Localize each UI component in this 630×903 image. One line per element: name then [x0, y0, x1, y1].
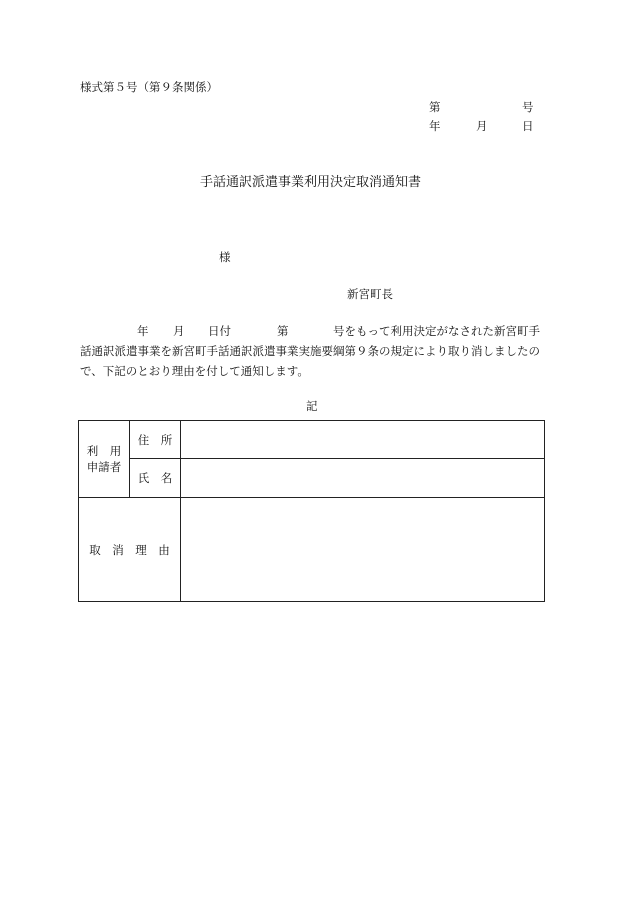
- address-label: 住 所: [137, 432, 173, 447]
- body-no-prefix: 第: [277, 324, 289, 338]
- body-line2: 話通訳派遣事業を新宮町手話通訳派遣事業実施要綱第９条の規定により取り消しましたの: [80, 344, 540, 358]
- date-month: 月: [476, 119, 488, 133]
- applicant-label-line2: 申請者: [86, 460, 122, 474]
- reason-label: 取 消 理 由: [89, 543, 170, 557]
- ki-heading: 記: [306, 399, 318, 413]
- date-day: 日: [522, 119, 534, 133]
- body-line1-rest: 号をもって利用決定がなされた新宮町手: [333, 324, 540, 338]
- name-field[interactable]: [181, 459, 544, 497]
- number-prefix: 第: [429, 100, 441, 114]
- body-month: 月: [173, 324, 185, 338]
- applicant-label: [79, 421, 129, 497]
- body-day: 日付: [208, 324, 231, 338]
- body-year: 年: [137, 324, 149, 338]
- form-label: 様式第５号（第９条関係）: [80, 80, 218, 94]
- address-field[interactable]: [181, 421, 544, 458]
- date-year: 年: [429, 119, 441, 133]
- issuer: 新宮町長: [347, 287, 393, 301]
- details-table: [78, 420, 545, 602]
- reason-field[interactable]: [181, 498, 544, 602]
- name-label: 氏 名: [137, 471, 173, 485]
- document-title: 手話通訳派遣事業利用決定取消通知書: [200, 175, 422, 190]
- applicant-label-line1: 利 用: [86, 444, 122, 458]
- addressee-suffix: 様: [219, 250, 231, 264]
- body-line3: で、下記のとおり理由を付して通知します。: [80, 364, 309, 378]
- number-suffix: 号: [522, 100, 534, 114]
